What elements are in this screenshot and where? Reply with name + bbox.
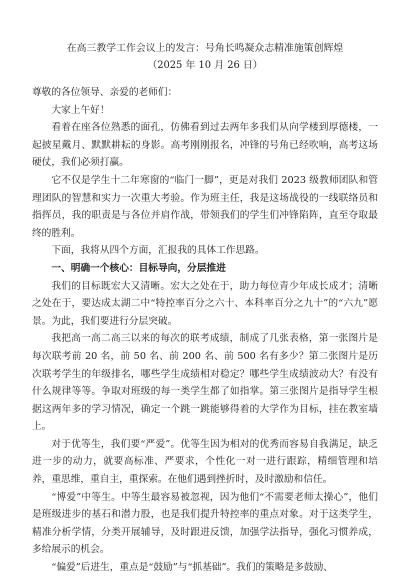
paragraph: 下面，我将从四个方面，汇报我的具体工作思路。 bbox=[51, 245, 265, 257]
greeting: 大家上午好！ bbox=[51, 104, 110, 116]
document-title: 在高三教学工作会议上的发言：号角长鸣凝众志精准施策创辉煌 bbox=[66, 43, 344, 54]
paragraph: “偏爱”后进生，重点是“鼓励”与“抓基础”。我们的策略是多鼓励、 bbox=[51, 562, 333, 574]
paragraph: 我把高一高二高三以来的每次的联考成绩，制成了几张表格，第一张图片是每次联考前 20 名，前 50 名、前 200 名、前 500 名有多少？第二张图片是历次联考学生的年级排名，哪些学生成绩相对稳定？哪些学生成绩波动大？有没有什么规律等等。争取对班级的每一类学生都了如指掌。第三张图片是指导学生根据这两年多的学习情况，确定一个跳一跳能够得着的大学作为目标，挂在教室墙上。 bbox=[32, 333, 378, 433]
paragraph: “博爱”中等生。中等生最容易被忽视，因为他们“不需要老师太操心”，他们是班级进步的基石和潜力股，也是我们提升特控率的重点对象。对于这类学生，精准分析学情，分类开展辅导，及时跟进反馈，加强学法指导，强化习惯养成，多给展示的机会。 bbox=[32, 491, 378, 556]
salutation: 尊敬的各位领导、亲爱的老师们： bbox=[32, 87, 178, 98]
paragraph: 看着在座各位熟悉的面孔，仿佛看到过去两年多我们从向学楼到厚德楼，一起披星戴月、默默耕耘的身影。高考刚刚报名，冲锋的号角已经吹响，高考这场硬仗，我们必须打赢。 bbox=[32, 122, 378, 169]
section-heading: 一、明确一个核心：目标导向，分层推进 bbox=[51, 262, 226, 274]
paragraph: 我们的目标既宏大又清晰。宏大之处在于，助力每位青少年成长成才；清晰之处在于，要达成太湖二中“特控率百分之六十、本科率百分之九十”的“六九”愿景。为此，我们要进行分层突破。 bbox=[32, 280, 378, 327]
paragraph: 对于优等生，我们要“严爱”。优等生因为相对的优秀而容易自我满足，缺乏进一步的动力，就要高标准、严要求，个性化一对一进行跟踪，精细管理和培养，重思维，重自主，重探索。在他们遇到挫折时，及时激励和信任。 bbox=[32, 438, 378, 486]
paragraph: 它不仅是学生十二年寒窗的“临门一脚”，更是对我们 2023 级教师团队和管理团队的智慧和实力一次重大考验。作为班主任，我是这场战役的一线联络员和指挥员，我的职责是与各位并肩作战，带领我们的学生们冲锋陷阵，直至夺取最终的胜利。 bbox=[32, 174, 378, 239]
document-date: （2025 年 10 月 26 日） bbox=[147, 60, 263, 71]
